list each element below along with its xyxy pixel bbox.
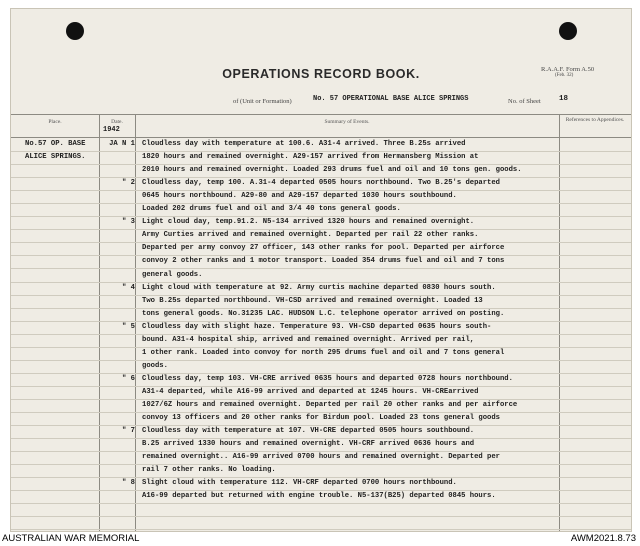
- unit-value: No. 57 OPERATIONAL BASE ALICE SPRINGS: [313, 95, 469, 103]
- entry-date: " 7: [122, 427, 135, 436]
- year: 1942: [103, 126, 120, 134]
- ruled-line: [11, 373, 631, 374]
- ruled-line: [11, 399, 631, 400]
- column-header-references: References to Appendices.: [565, 117, 625, 123]
- summary-line: bound. A31-4 hospital ship, arrived and remained overnight. Arrived per rail,: [142, 335, 475, 344]
- ruled-line: [11, 268, 631, 269]
- unit-label: of (Unit or Formation): [233, 98, 292, 105]
- caption-bar: [0, 530, 640, 546]
- summary-line: Cloudless day, temp 100. A.31-4 departed 0505 hours northbound. Two B.25's departed: [142, 179, 500, 188]
- form-reference-date: (Feb. 32): [555, 73, 574, 78]
- entry-date: " 4: [122, 283, 135, 292]
- summary-line: 0645 hours northbound. A29-80 and A29-157 departed 1030 hours southbound.: [142, 192, 457, 201]
- ruled-line: [11, 503, 631, 504]
- summary-line: general goods.: [142, 270, 203, 279]
- ruled-line: [11, 203, 631, 204]
- summary-line: convoy 13 officers and 20 other ranks for Birdum pool. Loaded 23 tons general goods: [142, 414, 500, 423]
- summary-line: 1 other rank. Loaded into convoy for north 295 drums fuel and oil and 7 tons general: [142, 348, 505, 357]
- entry-date: " 5: [122, 322, 135, 331]
- ruled-line: [11, 177, 631, 178]
- summary-line: remained overnight.. A16-99 arrived 0700 hours and remained overnight. Departed per: [142, 453, 500, 462]
- summary-line: rail 7 other ranks. No loading.: [142, 466, 276, 475]
- summary-line: Cloudless day with temperature at 107. VH-CRE departed 0505 hours southbound.: [142, 427, 475, 436]
- summary-line: Cloudless day, temp 103. VH-CRE arrived 0635 hours and departed 0728 hours northbound.: [142, 374, 513, 383]
- summary-line: Army Curties arrived and remained overnight. Departed per rail 22 other ranks.: [142, 231, 479, 240]
- archive-reference: AWM2021.8.73: [570, 533, 636, 544]
- summary-line: A31-4 departed, while A16-99 arrived and departed at 1245 hours. VH-CREarrived: [142, 387, 479, 396]
- column-header-summary: Summary of Events.: [324, 119, 370, 125]
- summary-line: convoy 2 other ranks and 1 motor transport. Loaded 354 drums fuel and oil and 7 tons: [142, 257, 505, 266]
- ruled-line: [11, 386, 631, 387]
- place-line: ALICE SPRINGS.: [25, 153, 86, 161]
- ruled-line: [11, 190, 631, 191]
- ruled-line: [11, 438, 631, 439]
- ruled-line: [11, 334, 631, 335]
- sheet-number: 18: [559, 95, 569, 103]
- summary-line: Loaded 202 drums fuel and oil and 3/4 40 tons general goods.: [142, 205, 401, 214]
- archive-name: AUSTRALIAN WAR MEMORIAL: [2, 533, 140, 544]
- column-header-place: Place.: [48, 119, 62, 125]
- summary-line: goods.: [142, 361, 168, 370]
- summary-line: Departed per army convoy 27 officer, 143 other ranks for pool. Departed per airforce: [142, 244, 505, 253]
- punch-hole: [66, 22, 84, 40]
- summary-line: tons general goods. No.31235 LAC. HUDSON L.C. telephone operator arrived on posting.: [142, 309, 505, 318]
- ruled-line: [11, 216, 631, 217]
- ruled-line: [11, 242, 631, 243]
- sheet-label: No. of Sheet: [508, 98, 541, 105]
- summary-line: A16-99 departed but returned with engine trouble. N5-137(B25) departed 0845 hours.: [142, 492, 496, 501]
- summary-line: Two B.25s departed northbound. VH-CSD arrived and remained overnight. Loaded 13: [142, 296, 483, 305]
- summary-line: Cloudless day with slight haze. Temperature 93. VH-CSD departed 0635 hours south-: [142, 322, 492, 331]
- header-top-rule: [11, 114, 631, 115]
- ruled-line: [11, 164, 631, 165]
- ruled-line: [11, 255, 631, 256]
- summary-line: B.25 arrived 1330 hours and remained overnight. VH-CRF arrived 0636 hours and: [142, 440, 475, 449]
- ruled-line: [11, 516, 631, 517]
- document-title: OPERATIONS RECORD BOOK.: [222, 67, 420, 81]
- ruled-line: [11, 282, 631, 283]
- form-reference-label: R.A.A.F. Form A.50: [541, 66, 595, 73]
- entry-date: " 3: [122, 218, 135, 227]
- summary-line: Cloudless day with temperature at 100.6. A31-4 arrived. Three B.25s arrived: [142, 140, 466, 148]
- ruled-line: [11, 490, 631, 491]
- summary-line: 1820 hours and remained overnight. A29-157 arrived from Hermansberg Mission at: [142, 153, 479, 162]
- ruled-line: [11, 308, 631, 309]
- summary-line: Light cloud with temperature at 92. Army curtis machine departed 0830 hours south.: [142, 283, 496, 292]
- ruled-line: [11, 321, 631, 322]
- summary-line: Light cloud day, temp.91.2. N5-134 arrived 1320 hours and remained overnight.: [142, 218, 475, 227]
- place-line: No.57 OP. BASE: [25, 140, 86, 148]
- header-bottom-rule: [11, 137, 631, 138]
- summary-line: Slight cloud with temperature 112. VH-CRF departed 0700 hours northbound.: [142, 479, 457, 488]
- form-reference: [541, 66, 594, 78]
- ruled-line: [11, 464, 631, 465]
- ruled-line: [11, 151, 631, 152]
- entry-date: " 6: [122, 374, 135, 383]
- ruled-line: [11, 229, 631, 230]
- summary-line: 2010 hours and remained overnight. Loaded 293 drums fuel and oil and 10 tons gen. goods.: [142, 166, 522, 175]
- ruled-line: [11, 295, 631, 296]
- entry-date: " 2: [122, 179, 135, 188]
- ruled-line: [11, 425, 631, 426]
- ruled-line: [11, 360, 631, 361]
- summary-line: 1027/6Z hours and remained overnight. Departed per rail 20 other ranks and per airforce: [142, 401, 518, 409]
- punch-hole: [559, 22, 577, 40]
- entry-date: JA N 1: [109, 140, 135, 148]
- entry-date: " 8: [122, 479, 135, 488]
- column-header-date: Date.: [111, 119, 123, 125]
- ruled-line: [11, 451, 631, 452]
- ruled-line: [11, 477, 631, 478]
- ruled-line: [11, 347, 631, 348]
- record-sheet: [10, 8, 632, 532]
- ruled-line: [11, 412, 631, 413]
